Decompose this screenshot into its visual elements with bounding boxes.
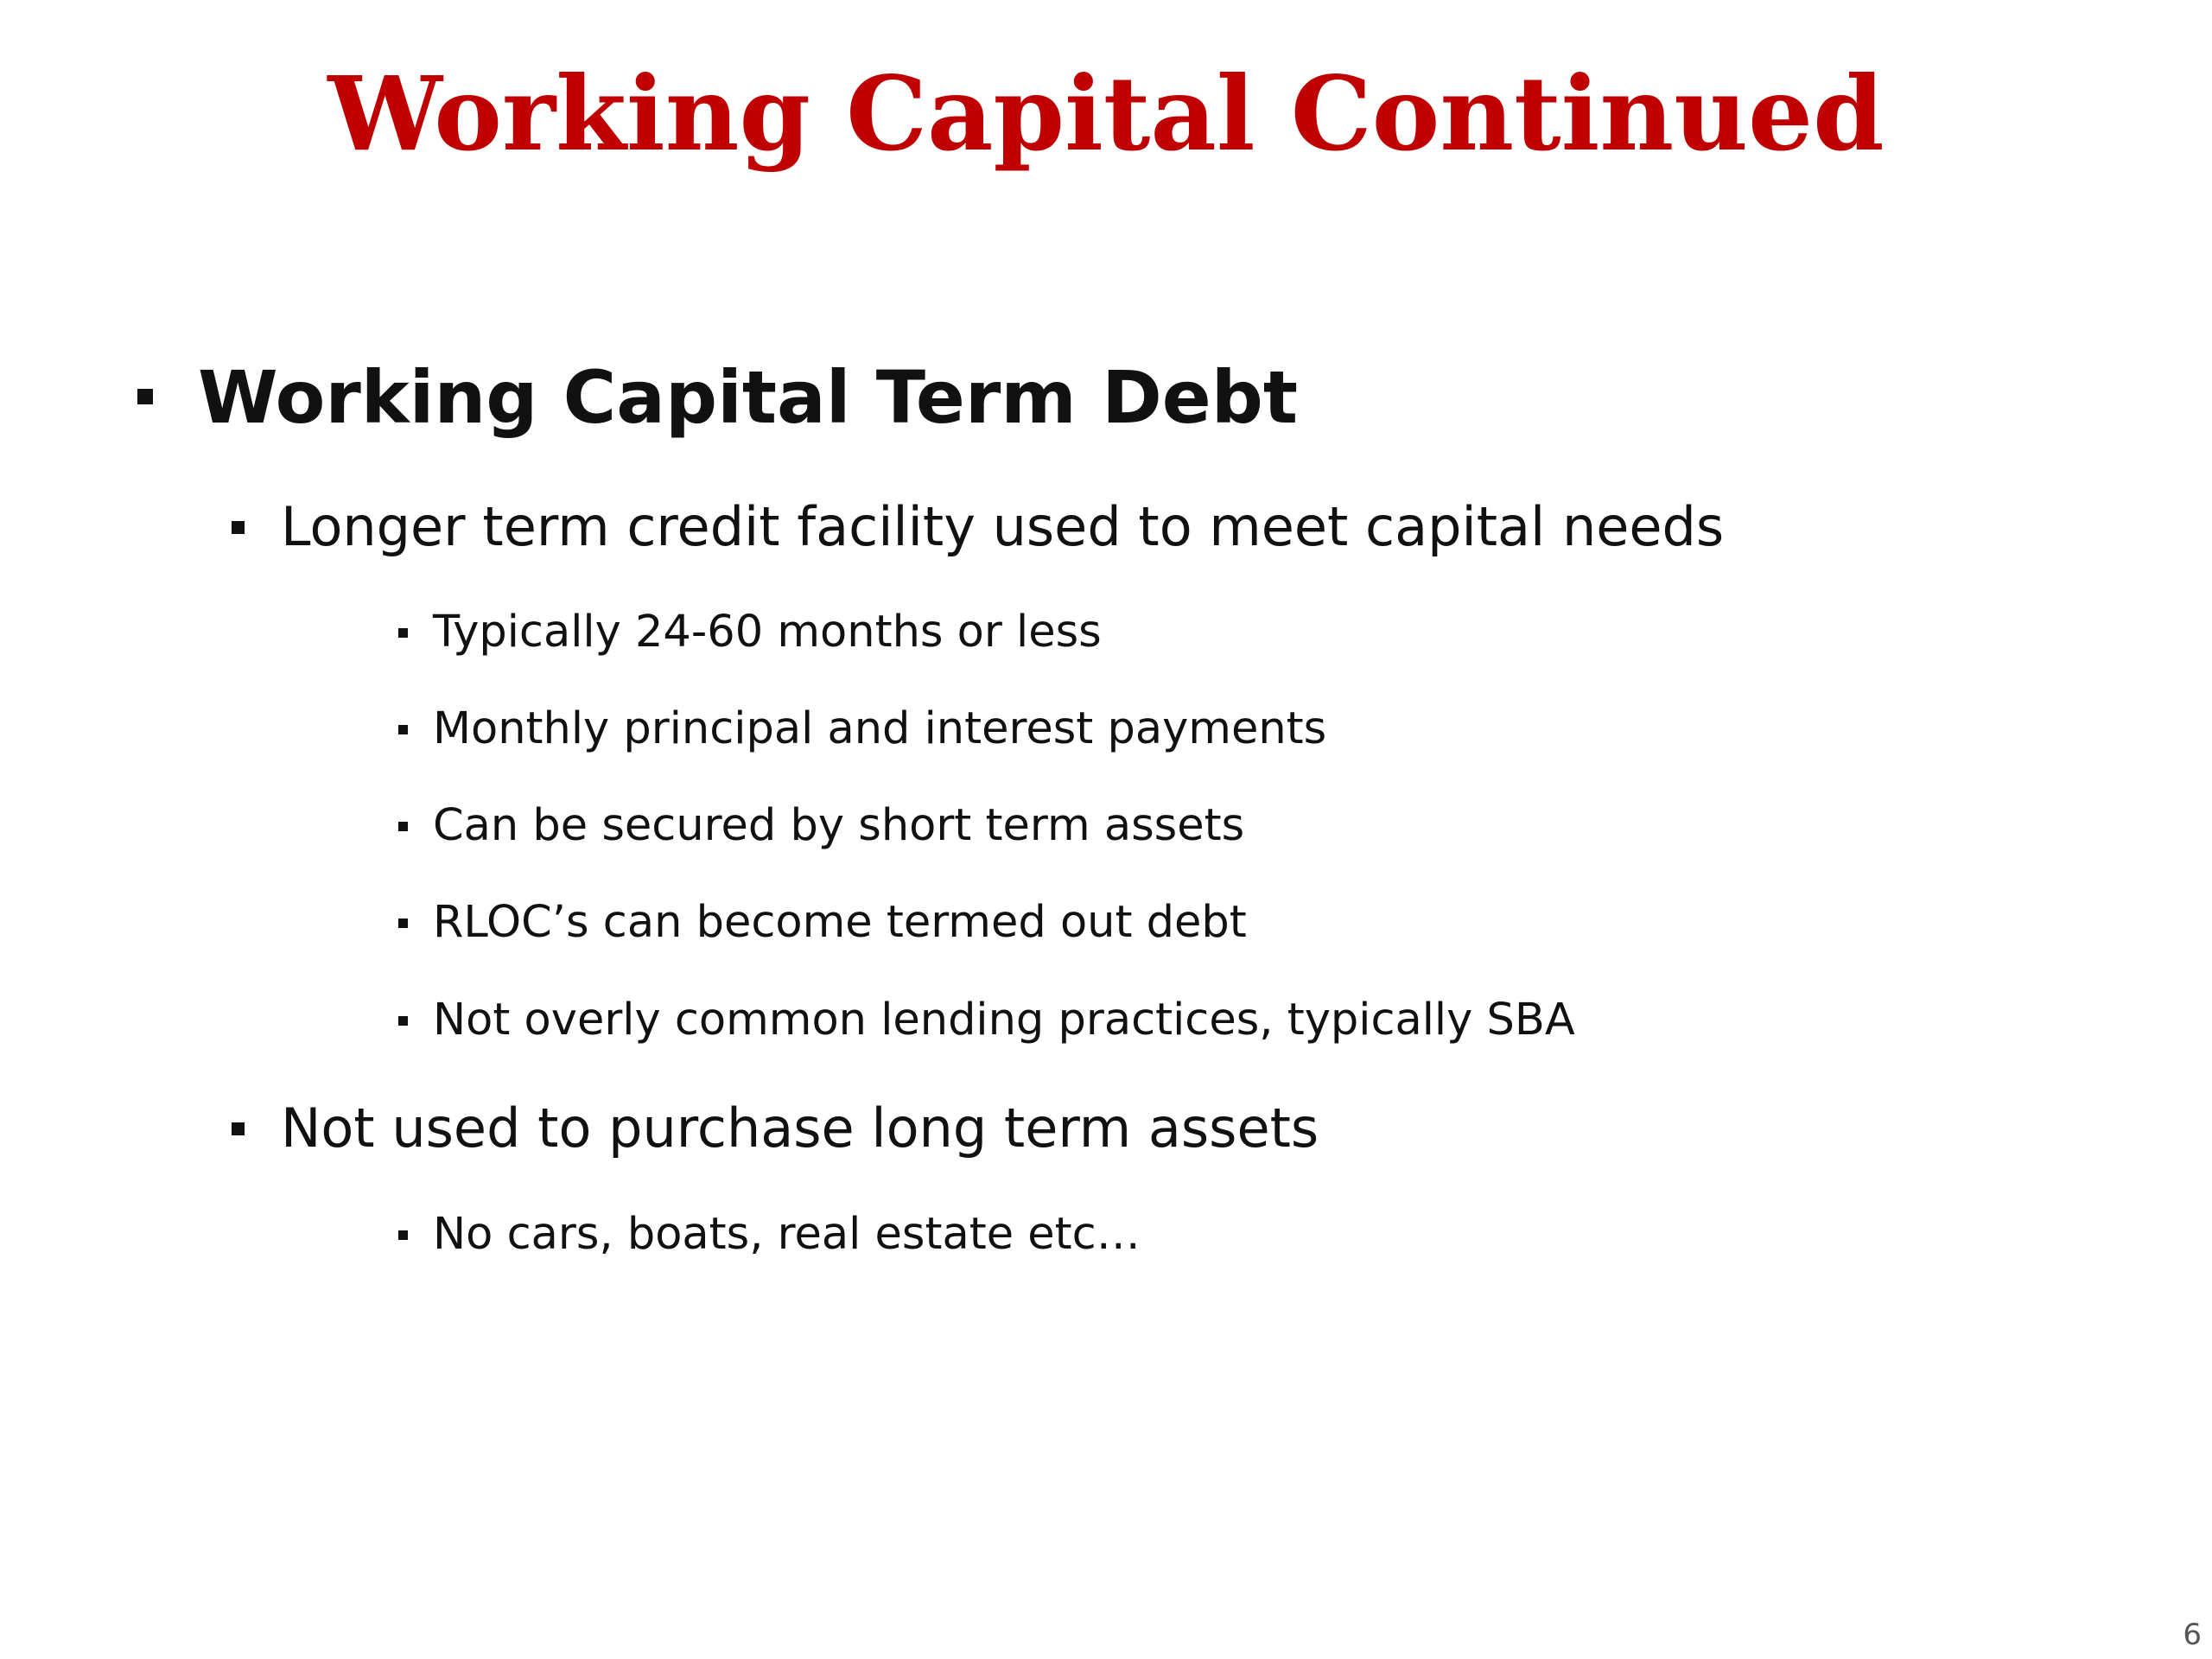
bullet-sub2 — [281, 1094, 1319, 1163]
bullet-sub1-item-text: Monthly principal and interest payments — [433, 703, 1327, 754]
bullet-heading-text: Working Capital Term Debt — [198, 355, 1299, 440]
bullet-heading — [198, 354, 1298, 441]
bullet-sub1-item-text: RLOC’s can become termed out debt — [433, 897, 1247, 948]
bullet-sub1-text: Longer term credit facility used to meet capital needs — [281, 495, 1725, 558]
bullet-sub1-item — [433, 993, 1575, 1048]
bullet-sub1-item — [433, 798, 1244, 854]
bullet-sub1-item — [433, 702, 1326, 757]
square-bullet-icon — [232, 1122, 245, 1135]
bullet-sub2-text: Not used to purchase long term assets — [281, 1096, 1319, 1160]
square-bullet-icon — [398, 822, 408, 831]
bullet-sub1-item-text: Typically 24-60 months or less — [433, 607, 1102, 658]
bullet-sub2-item-text: No cars, boats, real estate etc… — [433, 1209, 1141, 1260]
square-bullet-icon — [398, 1230, 408, 1240]
page-number: 6 — [2183, 1618, 2202, 1652]
square-bullet-icon — [398, 1016, 408, 1026]
bullet-sub2-item — [433, 1207, 1141, 1262]
slide-title: Working Capital Continued — [327, 54, 1885, 174]
bullet-sub1-item-text: Not overly common lending practices, typically SBA — [433, 995, 1575, 1046]
square-bullet-icon — [398, 725, 408, 734]
bullet-sub1-item — [433, 895, 1247, 950]
bullet-sub1 — [281, 493, 1724, 562]
square-bullet-icon — [398, 628, 408, 638]
square-bullet-icon — [137, 389, 153, 404]
bullet-sub1-item-text: Can be secured by short term assets — [433, 800, 1245, 851]
square-bullet-icon — [232, 521, 245, 534]
square-bullet-icon — [398, 918, 408, 928]
bullet-sub1-item — [433, 605, 1102, 660]
